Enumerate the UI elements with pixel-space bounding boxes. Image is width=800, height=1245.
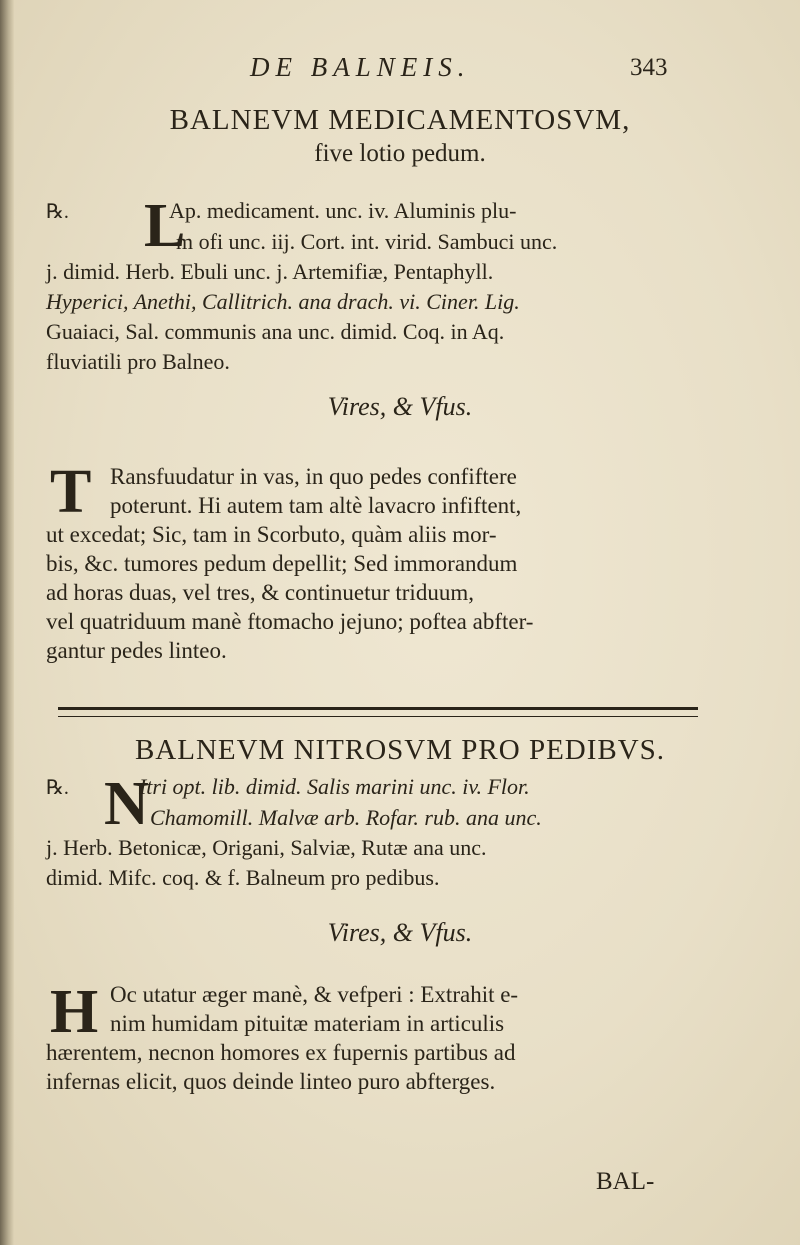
recipe-line: Hyperici, Anethi, Callitrich. ana drach. vi. Ciner. Lig. [46, 289, 520, 314]
recipe-symbol: ℞. [46, 777, 69, 799]
recipe-line: fluviatili pro Balneo. [46, 349, 230, 374]
recipe-line-text: m ofi unc. iij. Cort. int. virid. Sambuci unc. [176, 229, 558, 254]
paragraph-line: Oc utatur æger manè, & vefperi : Extrahit e- [110, 982, 519, 1007]
recipe-symbol: ℞. [46, 201, 69, 223]
recipe-line: j. Herb. Betonicæ, Origani, Salviæ, Rutæ ana unc. [46, 835, 487, 860]
section2-recipe [46, 772, 716, 893]
paragraph-line: hærentem, necnon homores ex fupernis partibus ad [46, 1040, 516, 1065]
section1-vires-heading: Vires, & Vfus. [327, 392, 473, 421]
catchword: BAL- [596, 1168, 655, 1195]
recipe-line-text: Ap. medicament. unc. iv. Aluminis plu- [168, 198, 517, 223]
paragraph-line: vel quatriduum manè ftomacho jejuno; poftea abfter- [46, 609, 534, 634]
paragraph-line: nim humidam pituitæ materiam in articulis [110, 1011, 505, 1036]
recipe-line: j. dimid. Herb. Ebuli unc. j. Artemifiæ, Pentaphyll. [46, 259, 494, 284]
section1-vires-paragraph [46, 458, 706, 665]
section1-drop-cap: L [144, 192, 186, 260]
section2-title: BALNEVM NITROSVM PRO PEDIBVS. [134, 734, 666, 766]
section1-subtitle: five lotio pedum. [314, 140, 486, 167]
recipe-line-text: Chamomill. Malvæ arb. Rofar. rub. ana unc. [150, 805, 542, 830]
section1-vires-drop-cap: T [50, 458, 92, 526]
paragraph-line: ad horas duas, vel tres, & continuetur triduum, [46, 580, 474, 605]
running-title: DE BALNEIS. [250, 52, 471, 82]
paragraph-line: poterunt. Hi autem tam altè lavacro infiftent, [110, 493, 522, 518]
page-number: 343 [630, 54, 668, 81]
section1-recipe [46, 192, 716, 377]
section1-title: BALNEVM MEDICAMENTOSVM, [169, 104, 631, 136]
paragraph-line: bis, &c. tumores pedum depellit; Sed immorandum [46, 551, 518, 576]
paragraph-line: Ransfuudatur in vas, in quo pedes confiftere [110, 464, 517, 489]
page-binding-shadow [0, 0, 14, 1245]
recipe-line: dimid. Mifc. coq. & f. Balneum pro pedibus. [46, 865, 440, 890]
section2-drop-cap: N [104, 770, 149, 838]
paragraph-line: ut excedat; Sic, tam in Scorbuto, quàm aliis mor- [46, 522, 497, 547]
recipe-line: Guaiaci, Sal. communis ana unc. dimid. Coq. in Aq. [46, 319, 505, 344]
paragraph-line: gantur pedes linteo. [46, 638, 227, 663]
section2-vires-heading: Vires, & Vfus. [327, 918, 473, 947]
paragraph-line: infernas elicit, quos deinde linteo puro abfterges. [46, 1069, 496, 1094]
running-head [0, 52, 800, 92]
section2-vires-paragraph [46, 980, 706, 1096]
section-divider [58, 707, 698, 717]
recipe-line-text: Itri opt. lib. dimid. Salis marini unc. iv. Flor. [138, 774, 530, 799]
section2-vires-drop-cap: H [50, 978, 99, 1046]
